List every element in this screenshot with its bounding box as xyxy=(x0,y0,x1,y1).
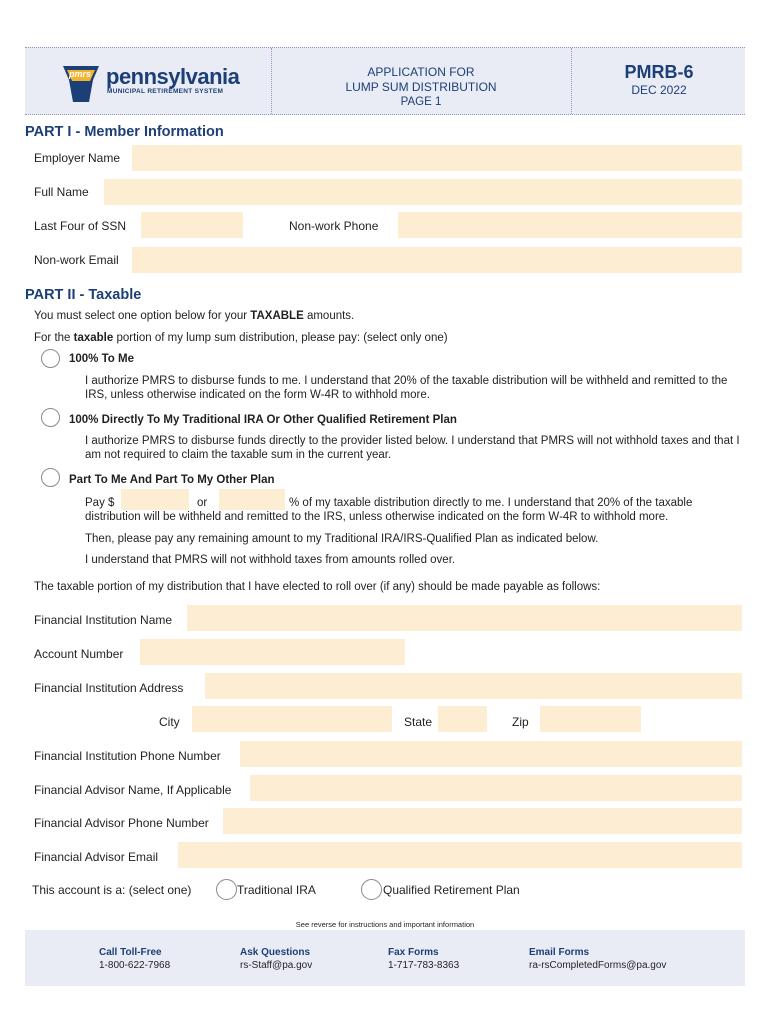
advisor-phone-label: Financial Advisor Phone Number xyxy=(34,816,209,830)
city-label: City xyxy=(159,715,180,729)
logo-subtitle: MUNICIPAL RETIREMENT SYSTEM xyxy=(107,88,224,95)
title-line: LUMP SUM DISTRIBUTION xyxy=(345,80,497,94)
employer-name-label: Employer Name xyxy=(34,151,121,165)
fax-label: Fax Forms xyxy=(388,947,439,958)
phone-label: Non-work Phone xyxy=(289,219,379,233)
fi-phone-label: Financial Institution Phone Number xyxy=(34,749,221,763)
option3-text-continued: distribution will be withheld and remitted to the IRS, unless otherwise indicated on the form W-4R to withhold more. xyxy=(85,511,669,523)
option2-text: I authorize PMRS to disburse funds directly to the provider listed below. I understand that PMRS will not withhold taxes and that I am not required to claim the taxable sum in the current year. xyxy=(85,435,740,461)
traditional-ira-label: Traditional IRA xyxy=(237,883,316,897)
title-line: APPLICATION FOR xyxy=(367,65,475,79)
logo-name: pennsylvania xyxy=(106,64,240,89)
qualified-plan-radio[interactable] xyxy=(361,879,382,900)
email-input[interactable] xyxy=(132,247,742,273)
form-header xyxy=(25,47,745,115)
full-name-label: Full Name xyxy=(34,185,89,199)
fi-phone-input[interactable] xyxy=(240,741,742,767)
email-forms-label: Email Forms xyxy=(529,947,590,958)
option3-rollover-text: I understand that PMRS will not withhold taxes from amounts rolled over. xyxy=(85,554,456,566)
email-forms-value[interactable]: ra-rsCompletedForms@pa.gov xyxy=(529,960,667,971)
part1-heading: PART I - Member Information xyxy=(25,124,224,140)
logo-badge: pmrs xyxy=(69,69,92,79)
part2-heading: PART II - Taxable xyxy=(25,287,142,303)
email-label: Non-work Email xyxy=(34,253,119,267)
option1-radio[interactable] xyxy=(41,349,60,368)
instruction-emphasis: taxable xyxy=(73,332,114,344)
account-number-label: Account Number xyxy=(34,647,124,661)
ask-value[interactable]: rs-Staff@pa.gov xyxy=(240,960,313,971)
traditional-ira-radio[interactable] xyxy=(216,879,237,900)
intro-text-part: You must select one option below for your xyxy=(34,310,251,322)
header-divider xyxy=(571,48,572,114)
fi-address-input[interactable] xyxy=(205,673,742,699)
option1-text: I authorize PMRS to disburse funds to me. I understand that 20% of the taxable distribution will be withheld and remitted to the IRS, unless otherwise indicated on the form W-4R to withhold more. xyxy=(85,375,728,401)
reverse-note: See reverse for instructions and important information xyxy=(295,920,475,929)
instruction-text-part: For the xyxy=(34,332,74,344)
option3-title: Part To Me And Part To My Other Plan xyxy=(69,474,275,486)
fi-name-input[interactable] xyxy=(187,605,742,631)
pay-amount-input[interactable] xyxy=(121,489,189,510)
call-label: Call Toll-Free xyxy=(99,947,162,958)
form-date: DEC 2022 xyxy=(631,83,687,97)
zip-input[interactable] xyxy=(540,706,641,732)
advisor-name-label: Financial Advisor Name, If Applicable xyxy=(34,783,232,797)
keystone-logo-icon xyxy=(61,60,101,104)
option3-text: % of my taxable distribution directly to me. I understand that 20% of the taxable xyxy=(289,497,693,509)
advisor-email-label: Financial Advisor Email xyxy=(34,850,159,864)
intro-text-part: amounts. xyxy=(303,310,355,322)
contact-footer xyxy=(25,930,745,986)
ssn-input[interactable] xyxy=(141,212,243,238)
city-input[interactable] xyxy=(192,706,392,732)
intro-emphasis: TAXABLE xyxy=(250,310,304,322)
account-type-label: This account is a: (select one) xyxy=(32,883,192,897)
instruction-text xyxy=(34,331,448,345)
form-number: PMRB-6 xyxy=(624,62,694,82)
state-label: State xyxy=(404,715,433,729)
qualified-plan-label: Qualified Retirement Plan xyxy=(383,883,520,897)
account-number-input[interactable] xyxy=(140,639,405,665)
option3-remaining-text: Then, please pay any remaining amount to my Traditional IRA/IRS-Qualified Plan as indicated below. xyxy=(85,533,599,545)
pay-label: Pay $ xyxy=(85,497,115,509)
option2-title: 100% Directly To My Traditional IRA Or Other Qualified Retirement Plan xyxy=(69,414,457,426)
advisor-email-input[interactable] xyxy=(178,842,742,868)
ask-label: Ask Questions xyxy=(240,947,311,958)
option3-radio[interactable] xyxy=(41,468,60,487)
option1-title: 100% To Me xyxy=(69,353,134,365)
zip-label: Zip xyxy=(512,715,529,729)
fi-name-label: Financial Institution Name xyxy=(34,613,173,627)
advisor-name-input[interactable] xyxy=(250,775,742,801)
payable-note: The taxable portion of my distribution that I have elected to roll over (if any) should be made payable as follows: xyxy=(34,581,601,593)
state-input[interactable] xyxy=(438,706,487,732)
page-indicator: PAGE 1 xyxy=(400,96,442,108)
instruction-text-part: portion of my lump sum distribution, please pay: (select only one) xyxy=(113,332,448,344)
call-value: 1-800-622-7968 xyxy=(99,960,171,971)
pay-percent-input[interactable] xyxy=(219,489,285,510)
employer-name-input[interactable] xyxy=(132,145,742,171)
full-name-input[interactable] xyxy=(104,179,742,205)
phone-input[interactable] xyxy=(398,212,742,238)
or-label: or xyxy=(197,497,208,509)
option2-radio[interactable] xyxy=(41,408,60,427)
ssn-label: Last Four of SSN xyxy=(34,219,127,233)
form-title xyxy=(271,65,571,110)
fax-value: 1-717-783-8363 xyxy=(388,960,460,971)
intro-text xyxy=(34,309,354,323)
fi-address-label: Financial Institution Address xyxy=(34,681,184,695)
advisor-phone-input[interactable] xyxy=(223,808,742,834)
